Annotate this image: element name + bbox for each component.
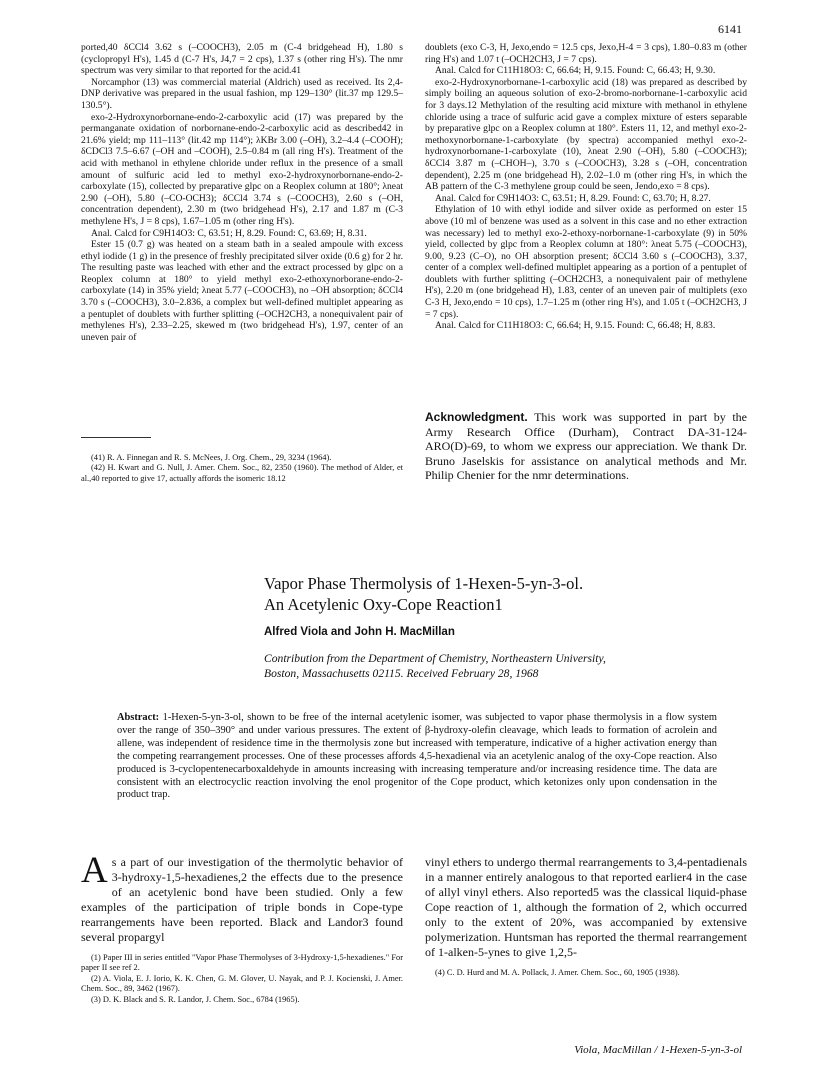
article-title-line: An Acetylenic Oxy-Cope Reaction1 bbox=[264, 595, 503, 614]
article-title bbox=[264, 573, 583, 615]
paragraph: ported,40 δCCl4 3.62 s (–COOCH3), 2.05 m (C-4 bridgehead H), 1.80 s (cyclopropyl H's), 1.45 d (C-7 H's, J4,7 = 2 cps), 1.37 s (other ring H's). The nmr spectrum was very similar to that reported for the acid.41 bbox=[81, 42, 403, 77]
paragraph: Anal. Calcd for C11H18O3: C, 66.64; H, 9.15. Found: C, 66.48; H, 8.83. bbox=[435, 320, 716, 332]
affiliation-line: Boston, Massachusetts 02115. Received February 28, 1968 bbox=[264, 666, 539, 680]
paragraph: exo-2-Hydroxynorbornane-1-carboxylic acid (18) was prepared as described by simply boiling an aqueous solution of exo-2-bromo-norbornane-1-carboxylic acid for 3 days.12 Methylation of the resulting acid mixture with methanol in ethylene chloride using a trace of sulfuric acid gave a complex mixture of esters separable by preparative glpc on a Reoplex column at 180°. Esters 11, 12, and methyl exo-2-methoxynorbornane-1-carboxylate (by spectra) accompanied methyl exo-2-hydroxynorbornane-1-carboxylate (10), λneat 2.90 (–OH), 5.80 (–COOCH3); δCCl4 3.87 m (–CHOH–), 3.70 s (–COOCH3), 3.28 s (–OH, concentration dependent), 2.25 m (one bridgehead H), 2.02–1.0 m (other ring H's, in which the AB pattern of the C-3 methylene group could be seen, Jendo,exo = 8 cps). bbox=[425, 76, 747, 193]
right-column-text bbox=[425, 42, 747, 332]
paragraph: exo-2-Hydroxynorbornane-endo-2-carboxylic acid (17) was prepared by the permanganate oxidation of norbornane-endo-2-carboxylic acid as described42 in 21.6% yield; mp 111–113° (lit.42 mp 114°); λKBr 3.00 (–OH), 3.2–4.4 (–COOH); δCDCl3 7.5–6.67 (–OH and –COOH), 2.5–0.84 m (all ring H's). Treatment of the acid with methanol in ethylene chloride under reflux in the presence of a small amount of sulfuric acid led to methyl exo-2-hydroxynorbornane-endo-2-carboxylate (15), collected by preparative glpc on a Reoplex column at 180°; λneat 2.90 (–OH), 5.80 (–CO-OCH3); δCCl4 3.74 s (–COOCH3), 2.60 s (–OH, concentration dependent), 2.30 m (two bridgehead H's), 2.17 and 1.87 m (C-3 methylene H's, J = 8 cps), 1.67–1.05 m (other ring H's). bbox=[81, 111, 403, 227]
article-title-line: Vapor Phase Thermolysis of 1-Hexen-5-yn-3-ol. bbox=[264, 574, 584, 593]
paragraph: Anal. Calcd for C9H14O3: C, 63.51; H, 8.29. Found: C, 63.69; H, 8.31. bbox=[91, 227, 367, 239]
left-column-text bbox=[81, 42, 403, 343]
footnote-divider bbox=[81, 437, 151, 438]
page-number: 6141 bbox=[718, 22, 742, 36]
body-text: s a part of our investigation of the thermolytic behavior of 3-hydroxy-1,5-hexadienes,2 the effects due to the presence of an acetylenic bond have been studied. Only a few examples of the participation of triple bonds in Cope-type rearrangements have been reported. Black and Landor3 found several propargyl bbox=[81, 855, 403, 944]
acknowledgment-heading: Acknowledgment. bbox=[425, 410, 528, 424]
paragraph: Anal. Calcd for C9H14O3: C, 63.51; H, 8.29. Found: C, 63.70; H, 8.27. bbox=[435, 192, 711, 204]
affiliation-line: Contribution from the Department of Chemistry, Northeastern University, bbox=[264, 652, 606, 665]
paragraph: Anal. Calcd for C11H18O3: C, 66.64; H, 9.15. Found: C, 66.43; H, 9.30. bbox=[435, 65, 716, 77]
footnote: (1) Paper III in series entitled "Vapor Phase Thermolyses of 3-Hydroxy-1,5-hexadienes." For paper II see ref 2. bbox=[81, 953, 403, 973]
body-text: vinyl ethers to undergo thermal rearrangements to 3,4-pentadienals in a manner entirely analogous to that reported earlier4 in the case of allyl vinyl ethers. Also reported5 was the classical liquid-phase Cope reaction of 1, although the formation of 2, which occurred only to the extent of 20%, was accompanied by extensive polymerization. Huntsman has reported the thermal rearrangement of 1-alken-5-ynes to give 1,2,5- bbox=[425, 855, 747, 959]
paragraph: doublets (exo C-3, H, Jexo,endo = 12.5 cps, Jexo,H-4 = 3 cps), 1.80–0.83 m (other ring H's) and 1.07 t (–OCH2CH3, J = 7 cps). bbox=[425, 42, 747, 65]
article-affiliation bbox=[264, 652, 606, 681]
footnote: (4) C. D. Hurd and M. A. Pollack, J. Amer. Chem. Soc., 60, 1905 (1938). bbox=[435, 968, 680, 977]
paragraph: Ethylation of 10 with ethyl iodide and silver oxide as performed on ester 15 above (10 ml of benzene was used as a solvent in this case and no ether extraction was necessary) led to methyl exo-2-ethoxy-norbornane-1-carboxylate (9) in 50% yield, collected by glpc from a Reoplex column at 180°: λneat 5.75 (–COOCH3), 9.00, 9.23 (C–O), no OH absorption present; δCCl4 3.60 s (–COOCH3), 3.37, center of a complex well-defined multiplet appearing as a portion of a pentuplet of doublets with further splitting (–OCH2CH3, a nonequivalent pair of methylene H's), 2.20 m (one bridgehead H), 1.83, center of an uneven pair of multiplets (exo C-3 H, Jexo,endo = 10 cps), 1.7–1.25 m (other ring H's), and 1.05 t (–OCH2CH3, J = 7 cps). bbox=[425, 204, 747, 320]
drop-cap: A bbox=[81, 850, 108, 891]
footnote: (2) A. Viola, E. J. Iorio, K. K. Chen, G. M. Glover, U. Nayak, and P. J. Kocienski, J. Amer. Chem. Soc., 89, 3462 (1967). bbox=[81, 973, 403, 994]
acknowledgment bbox=[425, 410, 747, 483]
paragraph: Ester 15 (0.7 g) was heated on a steam bath in a sealed ampoule with excess ethyl iodide (1 g) in the presence of freshly precipitated silver oxide (0.6 g) for 2 hr. The resulting paste was leached with ether and the extract processed by glpc on a Reoplex column at 180° to yield methyl exo-2-ethoxynorborane-endo-2-carboxylate (14) in 35% yield; λneat 5.77 (–COOCH3), no –OH absorption; δCCl4 3.70 s (–COOCH3), 3.0–2.836, a complex but well-defined multiplet appearing as a pentuplet of doublets with further splitting (–OCH2CH3, a nonequivalent pair of methylenes H's), 2.33–2.25, skewed m (two bridgehead H's), 1.97, center of an uneven pair of bbox=[81, 239, 403, 343]
footnote: (42) H. Kwart and G. Null, J. Amer. Chem. Soc., 82, 2350 (1960). The method of Alder, et al.,40 reported to give 17, actually affords the isomeric 18.12 bbox=[81, 463, 403, 483]
body-left-column bbox=[81, 850, 403, 1005]
footnote: (41) R. A. Finnegan and R. S. McNees, J. Org. Chem., 29, 3234 (1964). bbox=[91, 453, 332, 462]
acknowledgment-text: This work was supported in part by the Army Research Office (Durham), Contract DA-31-124-ARO(D)-69, to whom we express our appreciation. We thank Dr. Bruno Jaselskis for assistance on analytical methods and Mr. Philip Chenier for the nmr determinations. bbox=[425, 410, 747, 483]
abstract bbox=[117, 712, 717, 802]
body-right-column bbox=[425, 855, 747, 978]
running-footer: Viola, MacMillan / 1-Hexen-5-yn-3-ol bbox=[574, 1044, 742, 1056]
footnote: (3) D. K. Black and S. R. Landor, J. Chem. Soc., 6784 (1965). bbox=[91, 994, 300, 1004]
article-authors: Alfred Viola and John H. MacMillan bbox=[264, 626, 455, 638]
abstract-text: 1-Hexen-5-yn-3-ol, shown to be free of the internal acetylenic isomer, was subjected to vapor phase thermolysis in a flow system over the range of 350–390° and under various pressures. The extent of β-hydroxy-olefin cleavage, which leads to formation of acrolein and allene, was independent of residence time in the thermolysis zone but increased with temperature, indicative of a higher activation energy than the competing rearrangement processes. One of these processes affords 4,5-hexadienal via an acetylenic analog of the oxy-Cope reaction. Also produced is 3-cyclopentenecarboxaldehyde in amounts increasing with increasing temperature and/or increasing residence time. The data are consistent with an electrocyclic reaction involving the enol progenitor of the Cope product, which ketonizes only upon condensation in the product trap. bbox=[117, 712, 717, 801]
paragraph: Norcamphor (13) was commercial material (Aldrich) used as received. Its 2,4-DNP derivative was prepared in the usual fashion, mp 129–130° (lit.37 mp 129.5–130.5°). bbox=[81, 76, 403, 111]
left-footnotes bbox=[81, 453, 403, 484]
abstract-label: Abstract: bbox=[117, 712, 160, 723]
